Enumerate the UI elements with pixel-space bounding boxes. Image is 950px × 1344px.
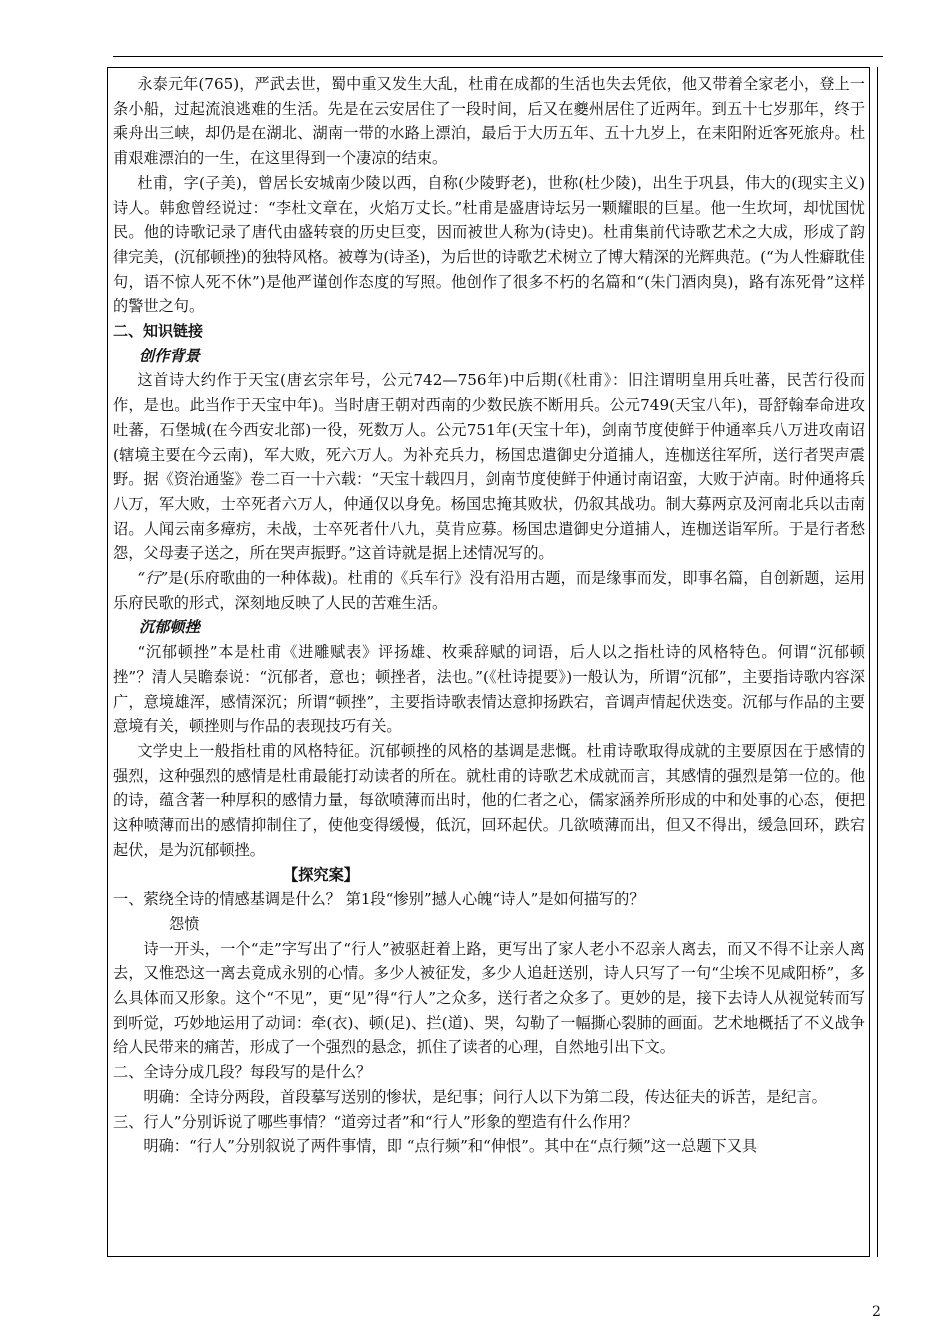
subheading-style: 沉郁顿挫 <box>139 618 200 637</box>
paragraph-analysis-1: 诗一开头，一个“走”字写出了“行人”被驱赶着上路，更写出了家人老小不忍亲人离去，而又不得不让亲人离去，又惟恐这一离去竟成永别的心情。多少人被征发，多少人追赶送别，诗人只写了一句“尘埃不见咸阳桥”，多么具体而又形象。这个“不见”，更“见”得“行人”之众多，送行者之众多了。更妙的是，接下去诗人从视觉转而写到听觉，巧妙地运用了动词：牵(衣)、顿(足)、拦(道)、哭，勾勒了一幅撕心裂肺的画面。艺术地概括了不义战争给人民带来的痛苦，形成了一个强烈的悬念，抓住了读者的心理，自然地引出下文。 <box>113 939 865 1057</box>
paragraph-du-fu-late-life: 永泰元年(765)，严武去世，蜀中重又发生大乱，杜甫在成都的生活也失去凭依，他又带着全家老小，登上一条小船，过起流浪逃难的生活。先是在云安居住了一段时间，后又在夔州居住了近两年。到五十七岁那年，终于乘舟出三峡，却仍是在湖北、湖南一带的水路上漂泊，最后于大历五年、五十九岁上，在耒阳附近客死旅舟。杜甫艰难漂泊的一生，在这里得到一个凄凉的结束。 <box>113 75 865 168</box>
subheading-background: 创作背景 <box>139 346 200 365</box>
paragraph-background: 这首诗大约作于天宝(唐玄宗年号，公元742—756年)中后期(《杜甫》：旧注谓明皇用兵吐蕃，民苦行役而作，是也。此当作于天宝中年)。当时唐王朝对西南的少数民族不断用兵。公元749(天宝八年)，哥舒翰奉命进攻吐蕃，石堡城(在今西安北部)一役，死数万人。公元751年(天宝十年)，剑南节度使鲜于仲通率兵八万进攻南诏(辖境主要在今云南)，军大败，死六万人。为补充兵力，杨国忠遣御史分道捕人，连枷送往军所，送行者哭声震野。据《资治通鉴》卷二百一十六载：“天宝十载四月，剑南节度使鲜于仲通讨南诏蛮，大败于泸南。时仲通将兵八万，军大败，士卒死者六万人，仲通仅以身免。杨国忠掩其败状，仍叙其战功。制大募两京及河南北兵以击南诏。人闻云南多瘴疠，未战，士卒死者什八九，莫肯应募。杨国忠遣御史分道捕人，连枷送诣军所。于是行者愁怨，父母妻子送之，所在哭声振野。”这首诗就是据上述情况写的。 <box>113 371 865 563</box>
question-3: 三、行人”分别诉说了哪些事情？“道旁过者”和“行人”形象的塑造有什么作用？ <box>113 1112 638 1131</box>
answer-2: 明确：全诗分两段，首段摹写送别的惨状，是纪事；问行人以下为第二段，传达征夫的诉苦，是纪言。 <box>143 1087 827 1106</box>
xing-term: “行” <box>137 569 169 588</box>
section-heading-knowledge: 二、知识链接 <box>113 322 204 341</box>
header-rule <box>113 56 883 57</box>
document-body <box>113 72 865 1159</box>
paragraph-xing-definition <box>113 566 865 615</box>
question-2: 二、全诗分成几段？每段写的是什么？ <box>113 1063 372 1082</box>
page-number: 2 <box>872 1304 881 1320</box>
frame-right-edge <box>877 67 878 1257</box>
paragraph-style-features: 文学史上一般指杜甫的风格特征。沉郁顿挫的风格的基调是悲慨。杜甫诗歌取得成就的主要原因在于感情的强烈，这种强烈的感情是杜甫最能打动读者的所在。就杜甫的诗歌艺术成就而言，其感情的强烈是第一位的。他的诗，蕴含著一种厚积的感情力量，每欲喷薄而出时，他的仁者之心，儒家涵养所形成的中和处事的心态，便把这种喷薄而出的感情抑制住了，使他变得缓慢，低沉，回环起伏。几欲喷薄而出，但又不得出，缓急回环，跌宕起伏，是为沉郁顿挫。 <box>113 741 865 859</box>
section-heading-explore: 【探究案】 <box>283 865 359 884</box>
answer-1-short: 怨愤 <box>169 914 200 933</box>
paragraph-style-definition: “沉郁顿挫”本是杜甫《进雕赋表》评扬雄、枚乘辞赋的词语，后人以之指杜诗的风格特色。何谓“沉郁顿挫”？清人吴瞻泰说：“沉郁者，意也；顿挫者，法也。”(《杜诗提要》)一般认为，所谓“沉郁”，主要指诗歌内容深广，意境雄浑，感情深沉；所谓“顿挫”，主要指诗歌表情达意抑扬跌宕，音调声情起伏迭变。沉郁与作品的主要意境有关，顿挫则与作品的表现技巧有关。 <box>113 643 865 736</box>
answer-3: 明确：“行人”分别叙说了两件事情，即 “点行频”和“伸恨”。其中在“点行频”这一总题下又具 <box>143 1137 758 1156</box>
paragraph-du-fu-bio: 杜甫，字(子美)，曾居长安城南少陵以西，自称(少陵野老)，世称(杜少陵)，出生于巩县，伟大的(现实主义)诗人。韩愈曾经说过：“李杜文章在，火焰万丈长。”杜甫是盛唐诗坛另一颗耀眼的巨星。他一生坎坷，却忧国忧民。他的诗歌记录了唐代由盛转衰的历史巨变，因而被世人称为(诗史)。杜甫集前代诗歌艺术之大成，形成了韵律完美，(沉郁顿挫)的独特风格。被尊为(诗圣)，为后世的诗歌艺术树立了博大精深的光辉典范。(“为人性癖耽佳句，语不惊人死不休”)是他严谨创作态度的写照。他创作了很多不朽的名篇和“(朱门酒肉臭)，路有冻死骨”这样的警世之句。 <box>113 173 865 316</box>
xing-text: 是(乐府歌曲的一种体裁)。杜甫的《兵车行》没有沿用古题，而是缘事而发，即事名篇，自创新题，运用乐府民歌的形式，深刻地反映了人民的苦难生活。 <box>113 569 866 612</box>
question-1: 一、萦绕全诗的情感基调是什么？ 第1段“惨别”撼人心魄“诗人”是如何描写的？ <box>113 890 645 909</box>
